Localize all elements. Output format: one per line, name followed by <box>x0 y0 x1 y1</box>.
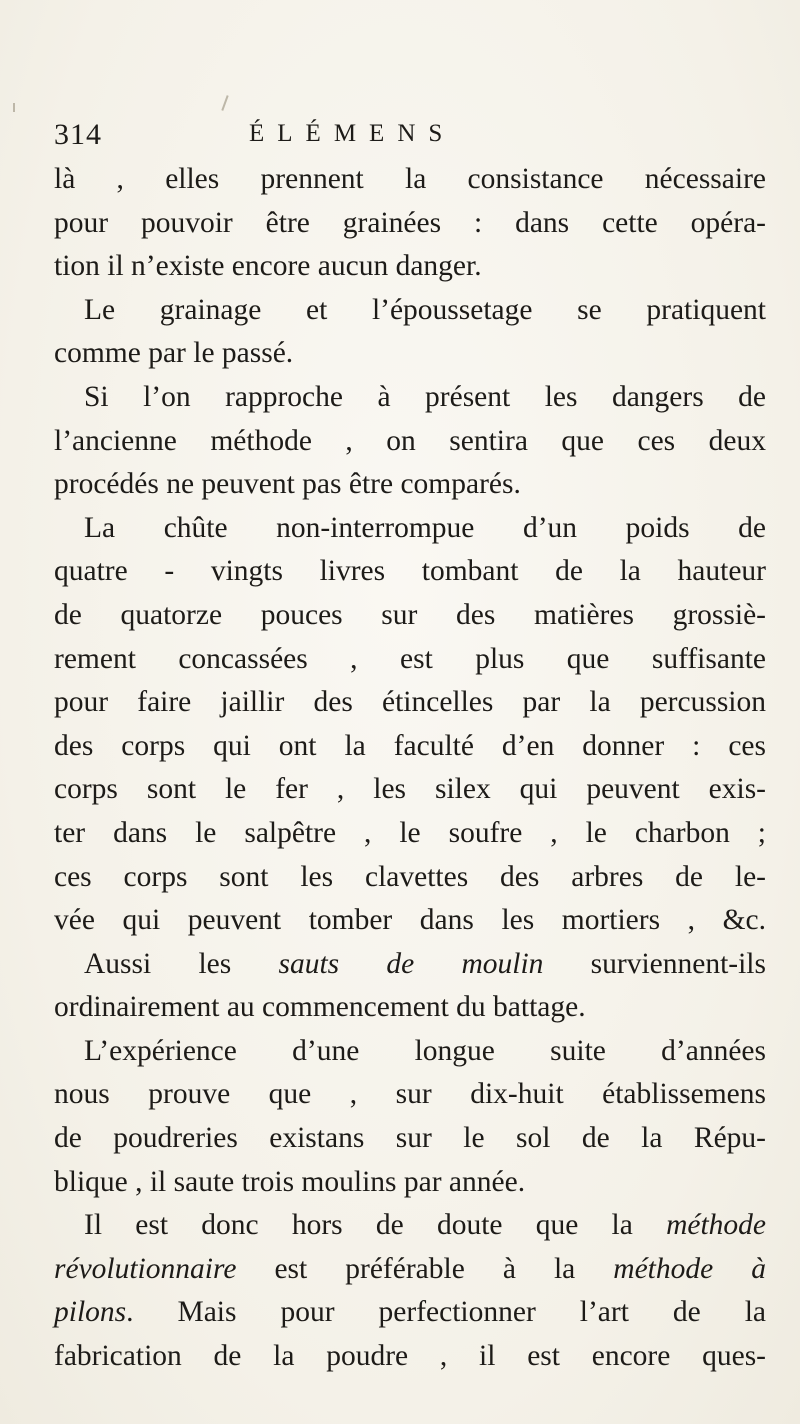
text-line: fabrication de la poudre , il est encore ques- <box>54 1340 766 1373</box>
text-line: pour pouvoir être grainées : dans cette opéra- <box>54 206 766 239</box>
text-line: rement concassées , est plus que suffisante <box>54 642 766 675</box>
text-line: Si l’on rapproche à présent les dangers de <box>84 380 766 413</box>
text-line: de quatorze pouces sur des matières grossiè- <box>54 598 766 631</box>
text-line: l’ancienne méthode , on sentira que ces deux <box>54 424 766 457</box>
ink-speck <box>221 95 228 111</box>
text-line: ordinairement au commencement du battage. <box>54 991 586 1024</box>
page-header <box>54 118 754 158</box>
body-text <box>54 158 766 1379</box>
text-line: corps sont le fer , les silex qui peuvent exis- <box>54 773 766 806</box>
text-line: procédés ne peuvent pas être comparés. <box>54 468 521 501</box>
text-segment: est préférable à la <box>236 1252 614 1285</box>
text-line: L’expérience d’une longue suite d’années <box>84 1034 766 1067</box>
text-line: ter dans le salpêtre , le soufre , le charbon ; <box>54 816 766 849</box>
text-segment: surviennent-ils <box>543 947 766 980</box>
italic-phrase: sauts de moulin <box>278 947 544 980</box>
italic-phrase: méthode à <box>613 1252 766 1285</box>
text-line <box>54 1248 766 1292</box>
text-line <box>54 1291 766 1335</box>
italic-phrase: pilons <box>54 1296 127 1329</box>
italic-phrase: méthode <box>666 1209 766 1242</box>
text-line: ces corps sont les clavettes des arbres de le- <box>54 860 766 893</box>
text-line: blique , il saute trois moulins par année. <box>54 1165 526 1198</box>
text-line: tion il n’existe encore aucun danger. <box>54 250 482 283</box>
text-line: vée qui peuvent tomber dans les mortiers , &c. <box>54 904 766 937</box>
text-line: comme par le passé. <box>54 337 294 370</box>
text-line: nous prouve que , sur dix-huit établissemens <box>54 1078 766 1111</box>
text-segment: Il est donc hors de doute que la <box>84 1209 667 1242</box>
text-line: pour faire jaillir des étincelles par la percussion <box>54 686 766 719</box>
page-number: 314 <box>54 118 102 151</box>
text-line: Le grainage et l’époussetage se pratiquent <box>84 293 766 326</box>
text-line: La chûte non-interrompue d’un poids de <box>84 511 766 544</box>
text-line: là , elles prennent la consistance nécessaire <box>54 163 766 195</box>
text-line <box>54 943 766 987</box>
text-line: quatre - vingts livres tombant de la hauteur <box>54 555 766 588</box>
text-line: des corps qui ont la faculté d’en donner : ces <box>54 729 766 762</box>
ink-speck <box>13 103 15 112</box>
text-line <box>54 1204 766 1248</box>
italic-phrase: révolutionnaire <box>54 1252 237 1285</box>
text-segment: . Mais pour perfectionner l’art de la <box>126 1296 766 1329</box>
running-title: ÉLÉMENS <box>249 120 456 147</box>
text-segment: Aussi les <box>84 947 279 980</box>
text-line: de poudreries existans sur le sol de la Répu- <box>54 1122 766 1155</box>
